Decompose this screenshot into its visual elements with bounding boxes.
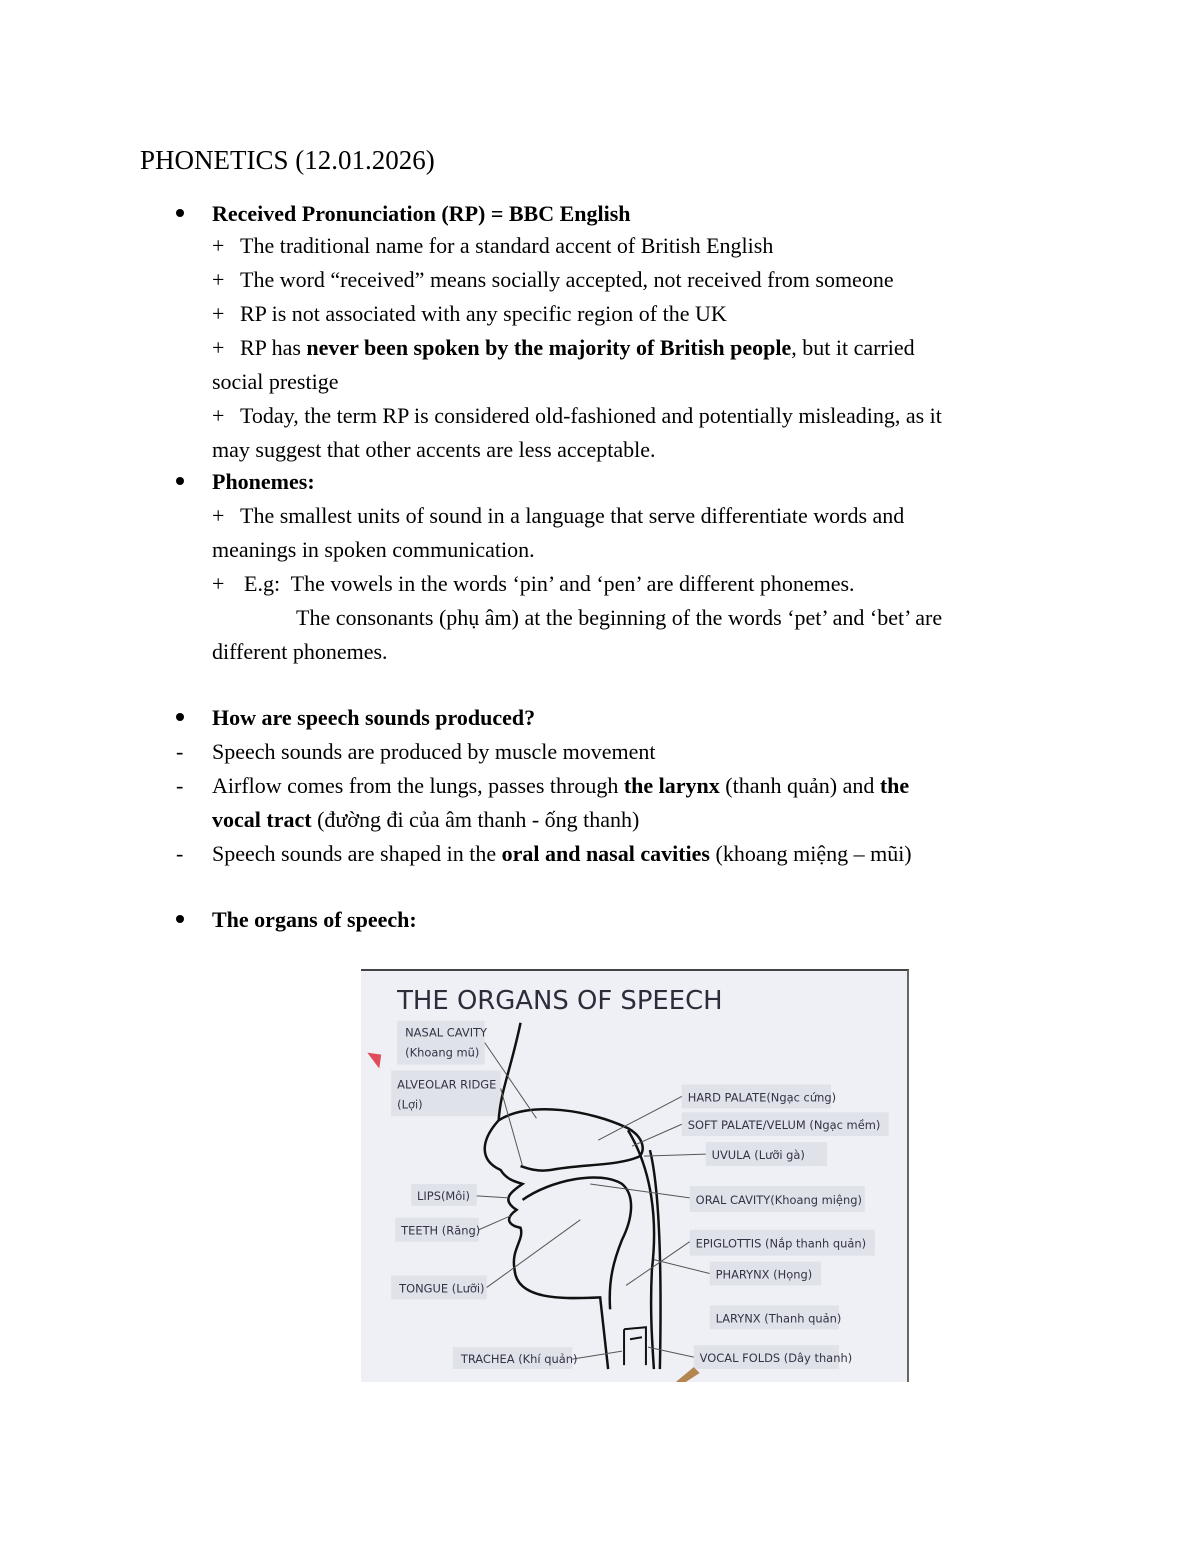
label-tongue: TONGUE (Lưỡi) bbox=[399, 1281, 485, 1296]
label-hard-palate: HARD PALATE(Ngạc cứng) bbox=[687, 1090, 837, 1105]
rp-item-4 bbox=[240, 331, 915, 365]
throat-outline bbox=[628, 1130, 654, 1369]
plus-marker: + bbox=[212, 301, 225, 326]
rp-item-4-cont: social prestige bbox=[212, 369, 339, 394]
plus-marker: + bbox=[212, 503, 225, 528]
rp-item-2: The word “received” means socially accepted, not received from someone bbox=[240, 267, 894, 292]
red-mark-icon bbox=[367, 1053, 381, 1069]
speech-item-3-cavities: oral and nasal cavities bbox=[501, 841, 710, 866]
speech-item-2-a: Airflow comes from the lungs, passes through bbox=[212, 773, 624, 798]
label-trachea: TRACHEA (Khí quản) bbox=[460, 1352, 578, 1367]
label-nasal-cavity: NASAL CAVITY bbox=[405, 1025, 488, 1040]
dash-marker: - bbox=[176, 739, 184, 764]
phonemes-def-line2: meanings in spoken communication. bbox=[212, 537, 535, 562]
phonemes-eg-line1: E.g: The vowels in the words ‘pin’ and ‘pen’ are different phonemes. bbox=[244, 571, 855, 596]
speech-item-2-larynx: the larynx bbox=[623, 773, 720, 798]
dash-marker: - bbox=[176, 841, 184, 866]
figure-title: THE ORGANS OF SPEECH bbox=[397, 985, 723, 1016]
phonemes-eg-line3: different phonemes. bbox=[212, 639, 388, 664]
label-nasal-cavity-vi: (Khoang mũ) bbox=[405, 1045, 480, 1060]
speech-item-3-a: Speech sounds are shaped in the bbox=[212, 841, 502, 866]
rp-item-3: RP is not associated with any specific region of the UK bbox=[240, 301, 727, 326]
dash-marker: - bbox=[176, 773, 184, 798]
label-pharynx: PHARYNX (Họng) bbox=[715, 1267, 813, 1282]
bullet-dot-icon bbox=[176, 713, 184, 721]
plus-marker: + bbox=[212, 335, 225, 360]
rp-item-1: The traditional name for a standard accent of British English bbox=[240, 233, 774, 258]
rp-item-5-line1: Today, the term RP is considered old-fashioned and potentially misleading, as it bbox=[240, 403, 942, 428]
phonemes-heading: Phonemes: bbox=[212, 469, 315, 494]
plus-marker: + bbox=[212, 267, 225, 292]
speech-item-2-the: the bbox=[879, 773, 910, 798]
rp-heading: Received Pronunciation (RP) = BBC English bbox=[212, 201, 631, 226]
label-alveolar-ridge: ALVEOLAR RIDGE bbox=[397, 1077, 497, 1092]
label-oral-cavity: ORAL CAVITY(Khoang miệng) bbox=[695, 1192, 862, 1207]
speech-item-2-c: (thanh quản) and bbox=[719, 773, 880, 798]
palate-outline bbox=[499, 1109, 643, 1170]
pointer-lines bbox=[477, 1043, 710, 1359]
label-vocal-folds: VOCAL FOLDS (Dây thanh) bbox=[699, 1351, 853, 1366]
document-title: PHONETICS (12.01.2026) bbox=[140, 145, 435, 175]
speech-item-1: Speech sounds are produced by muscle movement bbox=[212, 739, 656, 764]
rp-item-5-line2: may suggest that other accents are less acceptable. bbox=[212, 437, 656, 462]
rp-item-4-pre: RP has bbox=[240, 335, 307, 360]
label-larynx: LARYNX (Thanh quản) bbox=[715, 1311, 842, 1326]
label-uvula: UVULA (Lưỡi gà) bbox=[711, 1148, 805, 1163]
label-teeth: TEETH (Răng) bbox=[401, 1223, 481, 1238]
organs-of-speech-figure bbox=[361, 969, 909, 1382]
speech-item-2 bbox=[212, 769, 909, 803]
bullet-dot-icon bbox=[176, 209, 184, 217]
plus-marker: + bbox=[212, 403, 225, 428]
rp-item-4-post: , but it carried bbox=[791, 335, 915, 360]
bullet-dot-icon bbox=[176, 477, 184, 485]
speech-item-2-f: (đường đi của âm thanh - ống thanh) bbox=[311, 807, 640, 832]
label-soft-palate: SOFT PALATE/VELUM (Ngạc mềm) bbox=[687, 1118, 881, 1133]
label-epiglottis: EPIGLOTTIS (Nắp thanh quản) bbox=[695, 1236, 867, 1251]
tongue-outline bbox=[523, 1177, 632, 1309]
label-lips: LIPS(Môi) bbox=[417, 1188, 470, 1203]
organs-heading: The organs of speech: bbox=[212, 907, 417, 932]
speech-item-2-cont bbox=[212, 803, 639, 837]
pen-tip-icon bbox=[676, 1367, 700, 1382]
head-profile-outline bbox=[485, 1023, 608, 1369]
bullet-dot-icon bbox=[176, 915, 184, 923]
rp-item-4-bold: never been spoken by the majority of British people bbox=[306, 335, 792, 360]
larynx-outline bbox=[624, 1327, 646, 1365]
organs-diagram-svg bbox=[361, 971, 907, 1382]
speech-item-3-c: (khoang miệng – mũi) bbox=[710, 841, 912, 866]
speech-heading: How are speech sounds produced? bbox=[212, 705, 536, 730]
phonemes-eg-line2: The consonants (phụ âm) at the beginning of the words ‘pet’ and ‘bet’ are bbox=[296, 605, 943, 630]
speech-item-2-vocal-tract: vocal tract bbox=[212, 807, 312, 832]
plus-marker: + bbox=[212, 233, 225, 258]
phonemes-def-line1: The smallest units of sound in a language that serve differentiate words and bbox=[240, 503, 905, 528]
plus-marker: + bbox=[212, 571, 225, 596]
label-alveolar-ridge-vi: (Lợi) bbox=[397, 1097, 423, 1112]
speech-item-3 bbox=[212, 837, 912, 871]
